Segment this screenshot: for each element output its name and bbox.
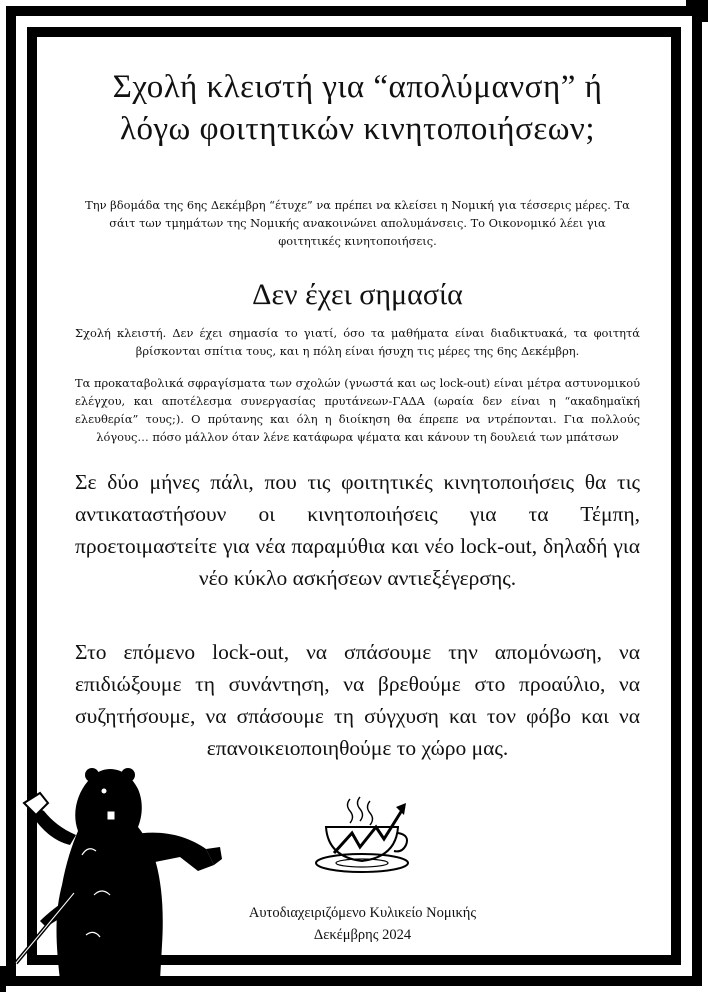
- signature: [200, 902, 525, 946]
- corner-mark: [702, 0, 708, 22]
- page-title: [75, 66, 640, 150]
- callout-paragraph-2: Στο επόμενο lock-out, να σπάσουμε την απομόνωση, να επιδιώξουμε τη συνάντηση, να βρεθούμε στο προαύλιο, να συζητήσουμε, να σπάσουμε τη σύγχυση και τον φόβο και να επανοικειοποιηθούμε το χώρο μας.: [75, 640, 640, 760]
- coffee-cup-icon: [312, 795, 412, 875]
- title-line-1: Σχολή κλειστή για “απολύμανση” ή: [112, 69, 603, 105]
- title-line-2: λόγω φοιτητικών κινητοποιήσεων;: [119, 111, 596, 147]
- signature-name: Αυτοδιαχειριζόμενο Κυλικείο Νομικής: [248, 905, 477, 921]
- corner-mark: [0, 966, 6, 992]
- intro-paragraph: Την βδομάδα της 6ης Δεκέμβρη “έτυχε” να πρέπει να κλείσει η Νομική για τέσσερις μέρες. Τα σάιτ των τμημάτων της Νομικής ανακοινώνει απολυμάνσεις. Το Οικονομικό λέει για φοιτητικές κινητοποιήσεις.: [85, 198, 630, 248]
- callout-paragraph-1: Σε δύο μήνες πάλι, που τις φοιτητικές κινητοποιήσεις θα τις αντικαταστήσουν οι κινητοποιήσεις για τα Τέμπη, προετοιμαστείτε για νέα παραμύθια και νέο lock-out, δηλαδή για νέο κύκλο ασκήσεων αντιεξέγερσης.: [75, 470, 640, 590]
- section-heading: Δεν έχει σημασία: [252, 278, 463, 311]
- poster-content: [75, 66, 640, 764]
- beaver-illustration: [10, 745, 225, 980]
- section-paragraph-2: Τα προκαταβολικά σφραγίσματα των σχολών (γνωστά και ως lock-out) είναι μέτρα αστυνομικού ελέγχου, και αποτέλεσμα συνεργασίας πρυτάνεων-ΓΑΔΑ (ωραία δεν είναι η “ακαδημαϊκή ελευθερία” τους;). Ο πρύτανης και όλη η διοίκηση θα έπρεπε να ντρέπονται. Για πολλούς λόγους… πόσο μάλλον όταν λένε κατάφωρα ψέματα και κάνουν τη δουλειά των μπάτσων: [75, 376, 640, 444]
- section-paragraph-1: Σχολή κλειστή. Δεν έχει σημασία το γιατί, όσο τα μαθήματα είναι διαδικτυακά, τα φοιτητά βρίσκονται σπίτια τους, και η πόλη είναι ήσυχη τις μέρες της 6ης Δεκέμβρη.: [75, 326, 640, 358]
- signature-date: Δεκέμβρης 2024: [313, 927, 412, 943]
